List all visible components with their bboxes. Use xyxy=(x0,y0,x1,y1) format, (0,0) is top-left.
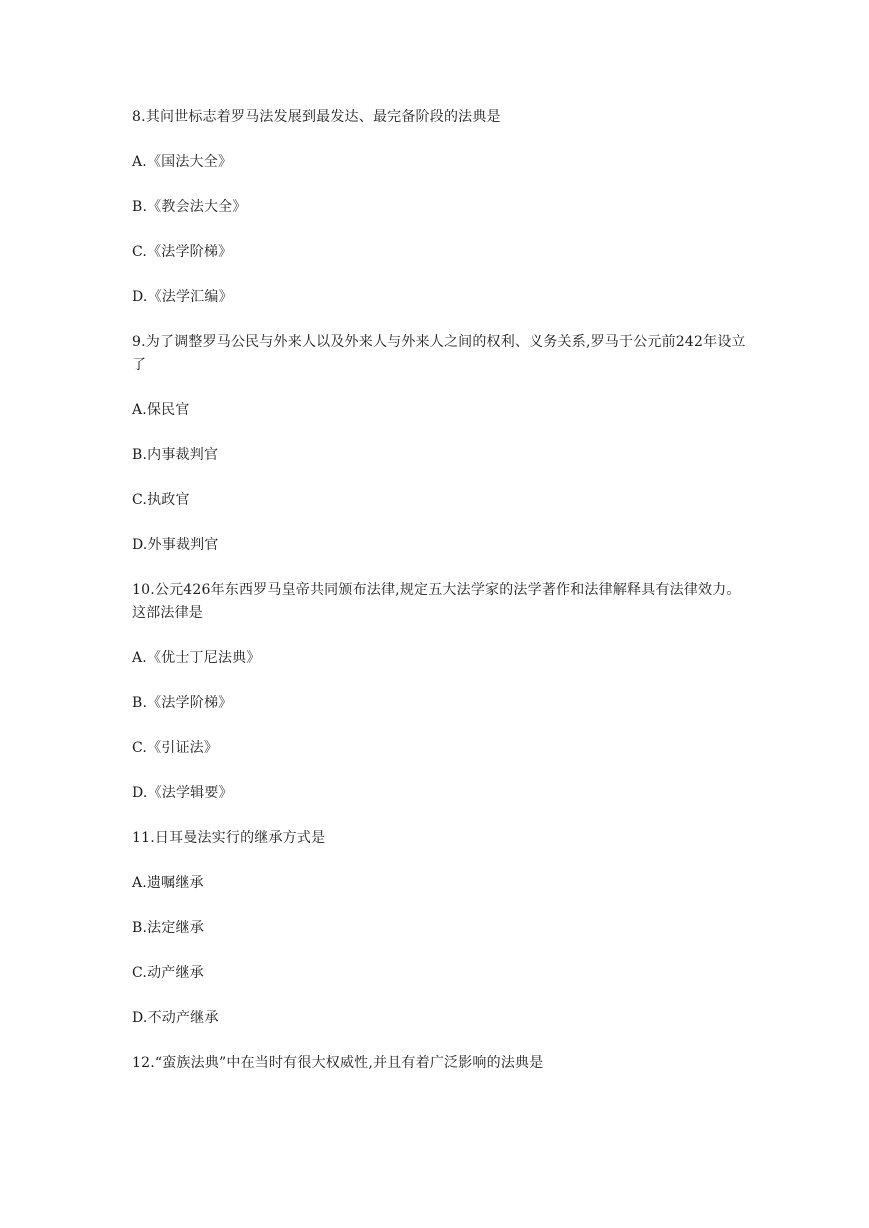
question-text: 8.其问世标志着罗马法发展到最发达、最完备阶段的法典是 xyxy=(132,109,501,125)
question-text: 10.公元426年东西罗马皇帝共同颁布法律,规定五大法学家的法学著作和法律解释具有法律效力。这部法律是 xyxy=(132,582,741,621)
option-c: C.《法学阶梯》 xyxy=(132,244,233,260)
option-b: B.《教会法大全》 xyxy=(132,199,247,215)
question-text: 9.为了调整罗马公民与外来人以及外来人与外来人之间的权利、义务关系,罗马于公元前242年设立了 xyxy=(132,334,746,373)
option-c: C.执政官 xyxy=(132,492,190,508)
question-10 xyxy=(132,579,752,805)
question-8 xyxy=(132,106,752,309)
option-d: D.外事裁判官 xyxy=(132,537,219,553)
option-a: A.《国法大全》 xyxy=(132,154,233,170)
option-d: D.《法学辑要》 xyxy=(132,785,233,801)
option-d: D.《法学汇编》 xyxy=(132,289,233,305)
option-c: C.动产继承 xyxy=(132,965,204,981)
question-text: 12.“蛮族法典”中在当时有很大权威性,并且有着广泛影响的法典是 xyxy=(132,1055,544,1071)
option-a: A.《优士丁尼法典》 xyxy=(132,650,261,666)
option-b: B.《法学阶梯》 xyxy=(132,695,233,711)
question-11 xyxy=(132,827,752,1030)
question-9 xyxy=(132,331,752,557)
option-a: A.保民官 xyxy=(132,402,190,418)
option-b: B.法定继承 xyxy=(132,920,204,936)
document-page xyxy=(132,106,752,1075)
option-d: D.不动产继承 xyxy=(132,1010,219,1026)
option-b: B.内事裁判官 xyxy=(132,447,219,463)
option-c: C.《引证法》 xyxy=(132,740,219,756)
question-text: 11.日耳曼法实行的继承方式是 xyxy=(132,830,326,846)
option-a: A.遗嘱继承 xyxy=(132,875,204,891)
question-12 xyxy=(132,1052,752,1075)
